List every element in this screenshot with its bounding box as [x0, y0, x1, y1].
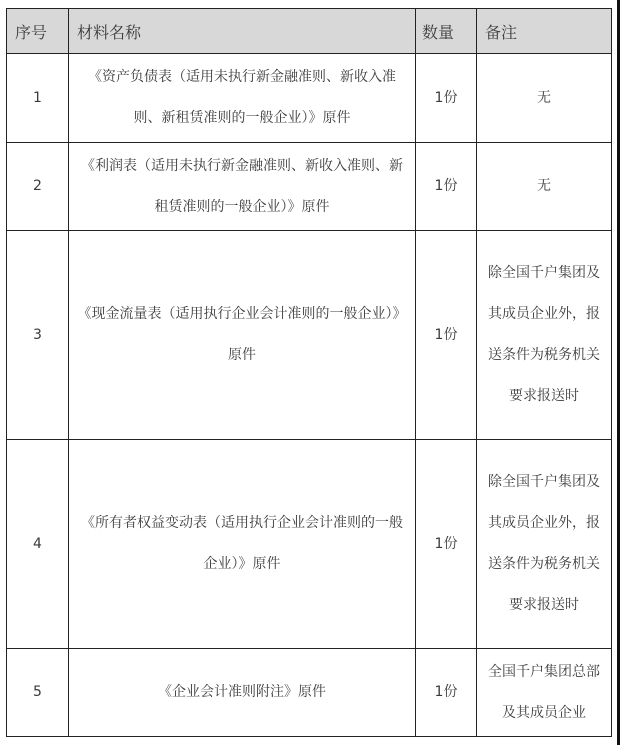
table-row [7, 54, 612, 143]
cell-no: 3 [7, 231, 69, 440]
cell-name: 《资产负债表（适用未执行新金融准则、新收入准则、新租赁准则的一般企业）》原件 [69, 54, 416, 143]
cell-qty: 1份 [416, 231, 477, 440]
table-row [7, 231, 612, 440]
materials-table [6, 8, 612, 737]
header-name: 材料名称 [69, 9, 416, 54]
cell-qty: 1份 [416, 649, 477, 737]
cell-note: 无 [477, 54, 612, 143]
cell-no: 4 [7, 440, 69, 649]
cell-name: 《所有者权益变动表（适用执行企业会计准则的一般企业）》原件 [69, 440, 416, 649]
cell-name: 《利润表（适用未执行新金融准则、新收入准则、新租赁准则的一般企业）》原件 [69, 143, 416, 231]
cell-note: 除全国千户集团及其成员企业外，报送条件为税务机关要求报送时 [477, 440, 612, 649]
table-header-row [7, 9, 612, 54]
table-row [7, 440, 612, 649]
cell-no: 2 [7, 143, 69, 231]
header-note: 备注 [477, 9, 612, 54]
cell-no: 1 [7, 54, 69, 143]
cell-qty: 1份 [416, 440, 477, 649]
cell-no: 5 [7, 649, 69, 737]
cell-note: 全国千户集团总部及其成员企业 [477, 649, 612, 737]
cell-qty: 1份 [416, 143, 477, 231]
cell-qty: 1份 [416, 54, 477, 143]
table-row [7, 649, 612, 737]
cell-name: 《现金流量表（适用执行企业会计准则的一般企业）》原件 [69, 231, 416, 440]
header-no: 序号 [7, 9, 69, 54]
table-row [7, 143, 612, 231]
cell-name: 《企业会计准则附注》原件 [69, 649, 416, 737]
cell-note: 无 [477, 143, 612, 231]
cell-note: 除全国千户集团及其成员企业外，报送条件为税务机关要求报送时 [477, 231, 612, 440]
header-qty: 数量 [416, 9, 477, 54]
